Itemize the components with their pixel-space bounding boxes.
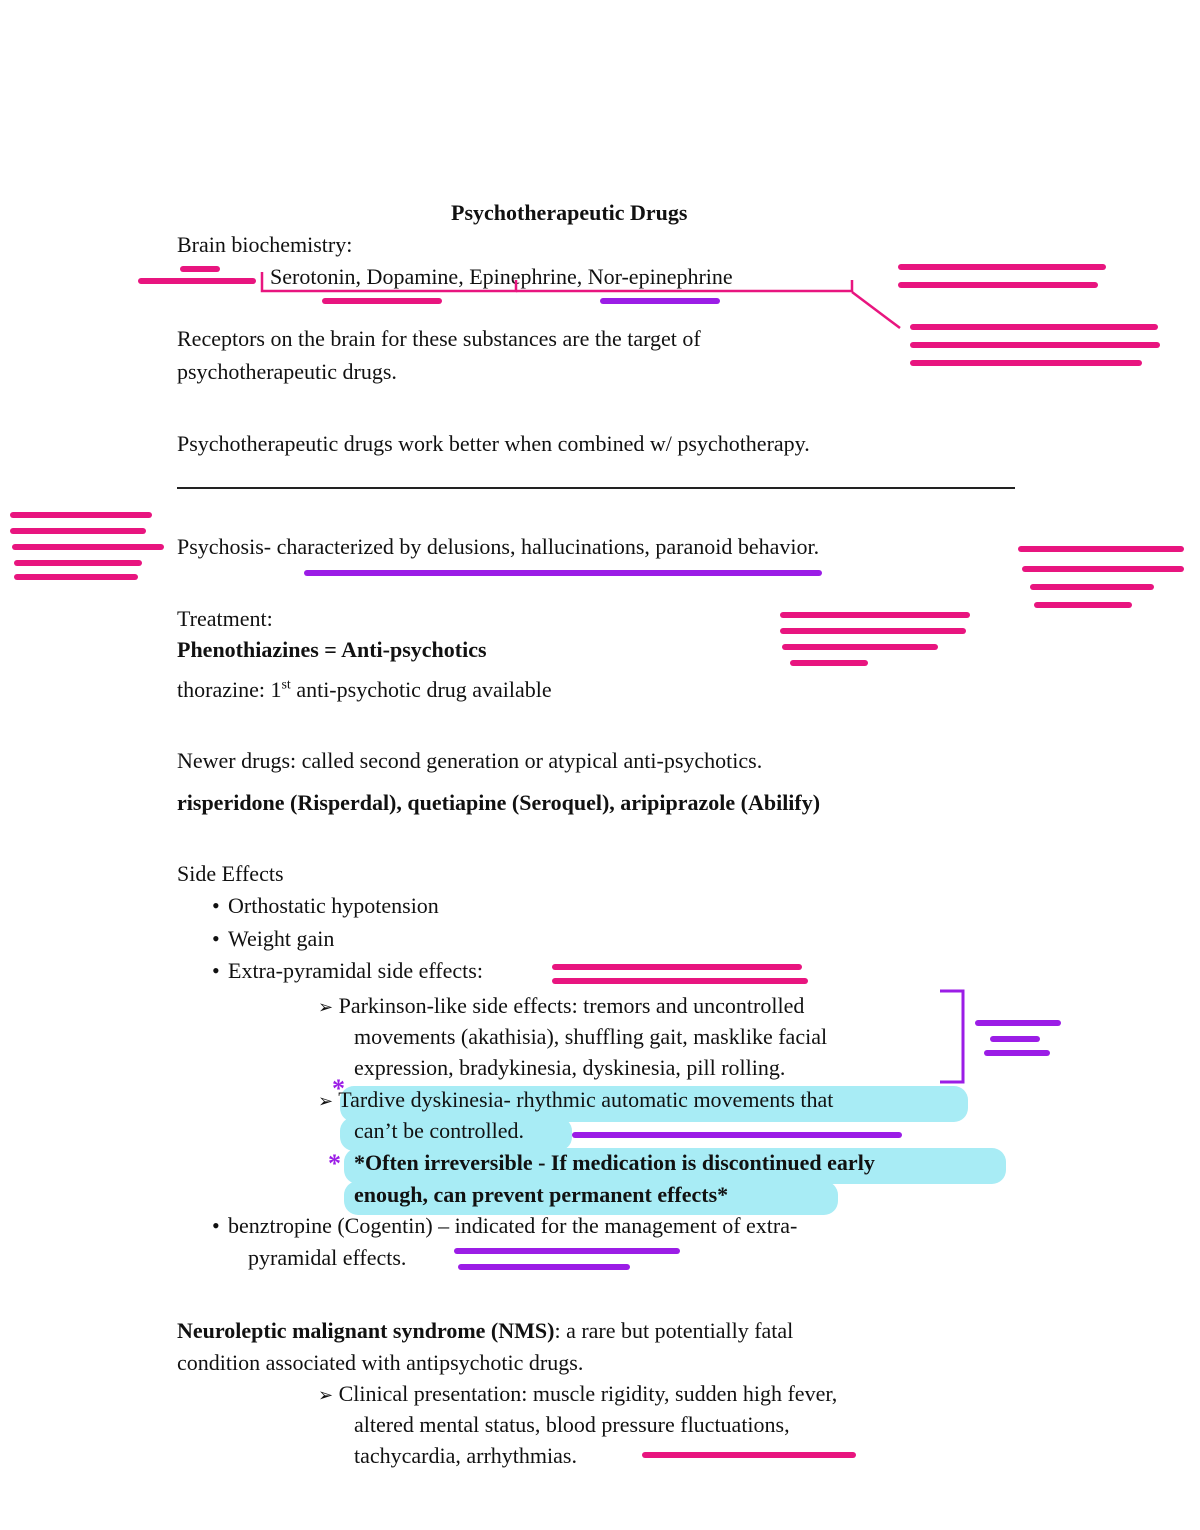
receptors-line-1: Receptors on the brain for these substances are the target of	[177, 326, 701, 351]
side-effect-item	[212, 925, 334, 953]
nms-line-1	[177, 1317, 793, 1345]
star-mark-icon: *	[332, 1074, 345, 1103]
side-effect-label: Extra-pyramidal side effects:	[228, 958, 483, 983]
benztropine-text: benztropine (Cogentin) – indicated for the management of extra-	[228, 1213, 798, 1238]
parkinson-text: Parkinson-like side effects: tremors and uncontrolled	[338, 993, 805, 1018]
parkinson-line-2: movements (akathisia), shuffling gait, masklike facial	[354, 1024, 828, 1049]
tardive-text: Tardive dyskinesia- rhythmic automatic movements that	[338, 1087, 834, 1112]
side-effect-item	[212, 892, 439, 920]
brain-biochem-heading: Brain biochemistry:	[177, 232, 353, 257]
treatment-heading: Treatment:	[177, 606, 273, 631]
clinical-text: Clinical presentation: muscle rigidity, sudden high fever,	[338, 1381, 838, 1406]
newer-drugs-list: risperidone (Risperdal), quetiapine (Seroquel), aripiprazole (Abilify)	[177, 790, 821, 815]
arrow-bullet-icon: ➢	[318, 997, 334, 1018]
receptors-line-2: psychotherapeutic drugs.	[177, 359, 397, 384]
newer-drugs-line: Newer drugs: called second generation or atypical anti-psychotics.	[177, 748, 763, 773]
nms-heading: Neuroleptic malignant syndrome (NMS)	[177, 1318, 555, 1343]
parkinson-line-1	[318, 992, 804, 1022]
nms-line-2: condition associated with antipsychotic drugs.	[177, 1350, 584, 1375]
benztropine-line-2: pyramidal effects.	[248, 1245, 407, 1270]
star-mark-icon: *	[328, 1149, 341, 1178]
bullet-icon: •	[212, 958, 220, 983]
arrow-bullet-icon: ➢	[318, 1091, 334, 1112]
bullet-icon: •	[212, 893, 220, 918]
clinical-line-2: altered mental status, blood pressure fluctuations,	[354, 1412, 790, 1437]
combined-therapy: Psychotherapeutic drugs work better when combined w/ psychotherapy.	[177, 431, 810, 456]
clinical-line-3: tachycardia, arrhythmias.	[354, 1443, 577, 1468]
irreversible-line-2: enough, can prevent permanent effects*	[354, 1182, 729, 1207]
thorazine-label: thorazine: 1	[177, 677, 282, 702]
side-effect-item	[212, 957, 483, 985]
side-effect-label: Orthostatic hypotension	[228, 893, 439, 918]
divider	[177, 487, 1015, 489]
nms-description: : a rare but potentially fatal	[554, 1318, 794, 1343]
bullet-icon: •	[212, 926, 220, 951]
irreversible-line-1: *Often irreversible - If medication is discontinued early	[354, 1150, 875, 1175]
thorazine-description: anti-psychotic drug available	[290, 677, 552, 702]
thorazine-line	[177, 676, 552, 704]
clinical-line-1	[318, 1380, 837, 1410]
parkinson-line-3: expression, bradykinesia, dyskinesia, pill rolling.	[354, 1055, 786, 1080]
arrow-bullet-icon: ➢	[318, 1385, 334, 1406]
benztropine-line-1	[212, 1212, 797, 1240]
neurotransmitter-list: Serotonin, Dopamine, Epinephrine, Nor-epinephrine	[270, 264, 733, 289]
side-effects-heading: Side Effects	[177, 861, 284, 886]
page-title: Psychotherapeutic Drugs	[451, 200, 688, 225]
bullet-icon: •	[212, 1213, 220, 1238]
phenothiazines-heading: Phenothiazines = Anti-psychotics	[177, 637, 487, 662]
tardive-line-1	[318, 1086, 833, 1116]
ordinal-suffix: st	[281, 677, 291, 693]
psychosis-definition: Psychosis- characterized by delusions, hallucinations, paranoid behavior.	[177, 534, 820, 559]
side-effect-label: Weight gain	[228, 926, 335, 951]
tardive-line-2: can’t be controlled.	[354, 1118, 525, 1143]
